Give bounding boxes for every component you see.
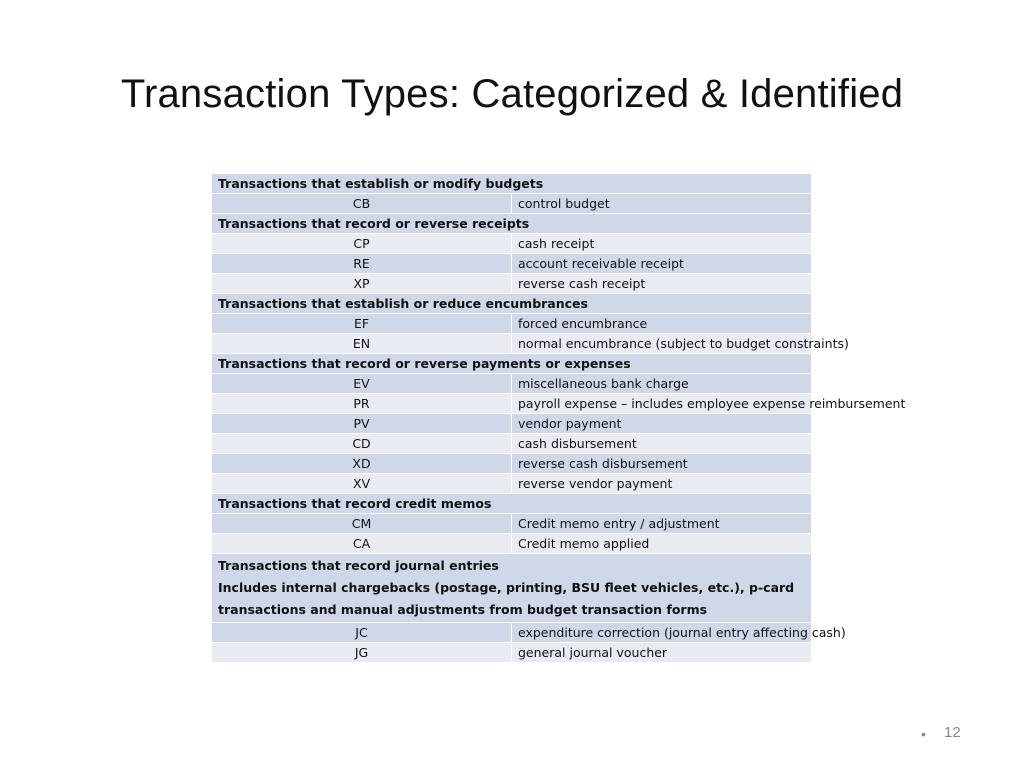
table-row: [212, 474, 812, 494]
transaction-description: control budget: [512, 194, 812, 214]
transaction-code: PR: [212, 394, 512, 414]
section-header-line: Transactions that record credit memos: [218, 496, 492, 511]
table-row: [212, 314, 812, 334]
transaction-code: XV: [212, 474, 512, 494]
transaction-types-table: [211, 173, 906, 663]
transaction-description: expenditure correction (journal entry affecting cash): [512, 623, 812, 643]
table-row: [212, 374, 812, 394]
table-row: [212, 643, 812, 663]
transaction-description: general journal voucher: [512, 643, 812, 663]
section-header-row: [212, 554, 812, 623]
page-number: 12: [944, 724, 961, 741]
slide-title: Transaction Types: Categorized & Identified: [120, 72, 904, 116]
section-header-line: Transactions that establish or reduce encumbrances: [218, 296, 588, 311]
transaction-description: vendor payment: [512, 414, 812, 434]
transaction-code: CB: [212, 194, 512, 214]
transaction-code: RE: [212, 254, 512, 274]
transaction-code: JC: [212, 623, 512, 643]
transaction-description: reverse cash disbursement: [512, 454, 812, 474]
table-row: [212, 334, 812, 354]
section-header-row: [212, 354, 812, 374]
transaction-code: EF: [212, 314, 512, 334]
table-row: [212, 234, 812, 254]
section-header-row: [212, 214, 812, 234]
section-header-line: transactions and manual adjustments from budget transaction forms: [218, 602, 708, 617]
transaction-types-table-body: [212, 174, 906, 663]
transaction-code: PV: [212, 414, 512, 434]
table-row: [212, 414, 812, 434]
transaction-code: XP: [212, 274, 512, 294]
section-header-row: [212, 174, 812, 194]
section-header-line: Transactions that record or reverse payments or expenses: [218, 356, 631, 371]
transaction-description: payroll expense – includes employee expense reimbursement: [512, 394, 812, 414]
transaction-code: JG: [212, 643, 512, 663]
transaction-description: reverse vendor payment: [512, 474, 812, 494]
table-row: [212, 434, 812, 454]
section-header: [212, 354, 812, 374]
transaction-code: EN: [212, 334, 512, 354]
table-row: [212, 274, 812, 294]
transaction-description: miscellaneous bank charge: [512, 374, 812, 394]
table-row: [212, 194, 812, 214]
table-row: [212, 534, 812, 554]
section-header-line: Transactions that record journal entries: [218, 558, 499, 573]
transaction-description: reverse cash receipt: [512, 274, 812, 294]
section-header-row: [212, 294, 812, 314]
transaction-code: CD: [212, 434, 512, 454]
section-header: [212, 214, 812, 234]
section-header-line: Includes internal chargebacks (postage, printing, BSU fleet vehicles, etc.), p-card: [218, 580, 795, 595]
section-header: [212, 494, 812, 514]
transaction-description: normal encumbrance (subject to budget constraints): [512, 334, 812, 354]
page-bullet: •: [921, 726, 926, 742]
transaction-description: cash receipt: [512, 234, 812, 254]
table-row: [212, 454, 812, 474]
transaction-description: forced encumbrance: [512, 314, 812, 334]
section-header: [212, 294, 812, 314]
section-header-row: [212, 494, 812, 514]
table-row: [212, 623, 812, 643]
transaction-description: account receivable receipt: [512, 254, 812, 274]
section-header-line: Transactions that record or reverse receipts: [218, 216, 530, 231]
transaction-code: CA: [212, 534, 512, 554]
section-header: [212, 174, 812, 194]
transaction-code: EV: [212, 374, 512, 394]
table-row: [212, 514, 812, 534]
transaction-code: XD: [212, 454, 512, 474]
transaction-code: CM: [212, 514, 512, 534]
transaction-description: Credit memo applied: [512, 534, 812, 554]
transaction-code: CP: [212, 234, 512, 254]
section-header-line: Transactions that establish or modify budgets: [218, 176, 544, 191]
table-row: [212, 394, 812, 414]
table-row: [212, 254, 812, 274]
section-header: [212, 554, 812, 623]
transaction-description: cash disbursement: [512, 434, 812, 454]
transaction-description: Credit memo entry / adjustment: [512, 514, 812, 534]
